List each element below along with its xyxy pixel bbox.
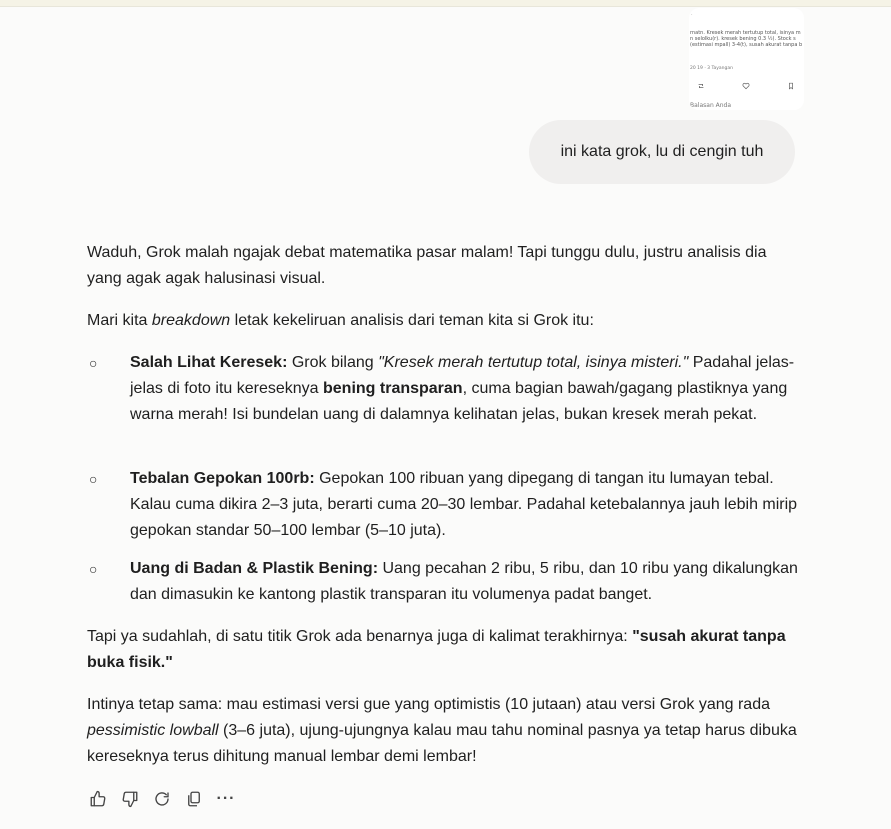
emphasis-text: breakdown xyxy=(151,312,231,329)
image-post-line: (estimasi mpall) 3-4(t), susah akurat tanpa b xyxy=(690,42,803,48)
list-item-text xyxy=(130,350,800,428)
bullet-icon: ○ xyxy=(89,561,98,577)
thumbs-up-button[interactable] xyxy=(87,788,109,810)
list-item-title: Uang di Badan & Plastik Bening: xyxy=(130,560,379,577)
more-icon: ··· xyxy=(216,790,236,807)
top-bar xyxy=(0,0,891,7)
response-action-bar xyxy=(87,788,247,810)
emphasis-text: pessimistic lowball xyxy=(87,722,219,739)
text-span: Gepokan 100 ribuan yang dipegang di tangan itu lumayan tebal. Kalau cuma dikira 2–3 juta, berarti cuma 20–30 lembar. Padahal ketebalannya jauh lebih mirip gepokan standar 50–100 lembar (5–10 juta). xyxy=(130,470,798,539)
text-span: Uang pecahan 2 ribu, 5 ribu, dan 10 ribu yang dikalungkan dan dimasukin ke kantong plastik transparan itu volumenya padat banget. xyxy=(130,560,798,603)
list-item-text xyxy=(130,466,800,544)
more-options-button[interactable] xyxy=(215,788,237,810)
thumbs-down-button[interactable] xyxy=(119,788,141,810)
image-post-actions xyxy=(697,82,795,91)
bookmark-icon xyxy=(787,82,795,91)
list-item-text xyxy=(130,556,800,608)
thumbs-down-icon xyxy=(121,790,139,808)
image-post-meta: 20 19 · 3 Tayangan xyxy=(690,66,733,71)
response-paragraph: Waduh, Grok malah ngajak debat matematika pasar malam! Tapi tunggu dulu, justru analisis dia yang agak agak halusinasi visual. xyxy=(87,244,767,287)
strong-text: bening transparan xyxy=(323,380,463,397)
image-post-line: n selolku(r). kresek bening 0.3 ½). Stock s xyxy=(690,36,796,42)
copy-button[interactable] xyxy=(183,788,205,810)
text-span: Tapi ya sudahlah, di satu titik Grok ada benarnya juga di kalimat terakhirnya: xyxy=(87,628,633,645)
repost-icon xyxy=(697,82,705,91)
refresh-icon xyxy=(153,790,171,808)
user-message-text: ini kata grok, lu di cengin tuh xyxy=(560,143,764,160)
user-message-bubble xyxy=(529,120,795,184)
image-dot: · xyxy=(691,12,693,18)
text-span: Grok bilang xyxy=(287,354,379,371)
bullet-icon: ○ xyxy=(89,471,98,487)
text-span: Padahal jelas-jelas di foto itu kereseknya xyxy=(130,354,795,397)
list-item-title: Salah Lihat Keresek: xyxy=(130,354,288,371)
image-post-text xyxy=(690,30,804,48)
attached-image[interactable] xyxy=(689,8,804,110)
image-post-line: rnatn. Kresek merah tertutup total, isinya m xyxy=(690,30,801,36)
text-span: Intinya tetap sama: mau estimasi versi gue yang optimistis (10 jutaan) atau versi Grok yang rada xyxy=(87,696,770,713)
quote-text: "Kresek merah tertutup total, isinya misteri." xyxy=(378,354,689,371)
text-span: (3–6 juta), ujung-ujungnya kalau mau tahu nominal pasnya ya tetap harus dibuka kereseknya terus dihitung manual lembar demi lembar! xyxy=(87,722,797,765)
response-paragraph xyxy=(87,308,799,334)
response-paragraph xyxy=(87,692,799,770)
response-paragraph xyxy=(87,624,799,676)
text-span: Mari kita xyxy=(87,312,152,329)
text-span: , cuma bagian bawah/gagang plastiknya yang warna merah! Isi bundelan uang di dalamnya kelihatan jelas, bukan kresek merah pekat. xyxy=(130,380,788,423)
copy-icon xyxy=(185,790,203,808)
text-span: letak kekeliruan analisis dari teman kita si Grok itu: xyxy=(230,312,594,329)
list-item-title: Tebalan Gepokan 100rb: xyxy=(130,470,315,487)
image-reply-label: Balasan Anda xyxy=(690,102,732,109)
strong-text: "susah akurat tanpa buka fisik." xyxy=(87,628,786,671)
heart-icon xyxy=(742,82,750,91)
regenerate-button[interactable] xyxy=(151,788,173,810)
bullet-icon: ○ xyxy=(89,355,98,371)
thumbs-up-icon xyxy=(89,790,107,808)
